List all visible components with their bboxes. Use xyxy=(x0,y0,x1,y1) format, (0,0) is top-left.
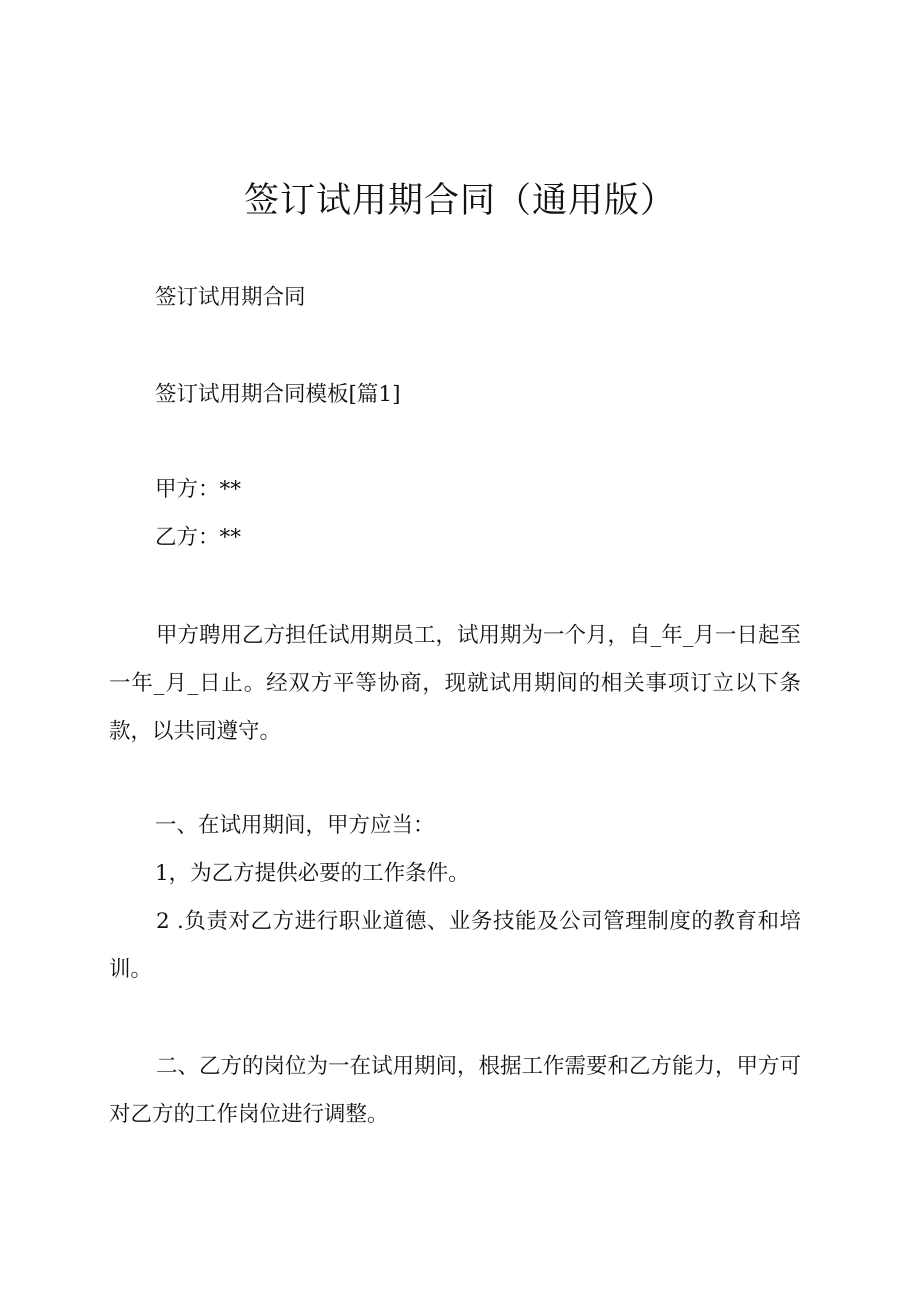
section-one-heading: 一、在试用期间，甲方应当： xyxy=(155,813,435,838)
template-heading: 签订试用期合同模板[篇1] xyxy=(155,382,401,407)
document-title: 签订试用期合同（通用版） xyxy=(243,181,676,221)
party-a: 甲方：** xyxy=(155,477,242,502)
party-b: 乙方：** xyxy=(155,525,242,550)
intro-paragraph: 甲方聘用乙方担任试用期员工，试用期为一个月，自_年_月一日起至一年_月_日止。经双方平等协商，现就试用期间的相关事项订立以下条款，以共同遵守。 xyxy=(109,623,802,744)
document-subtitle: 签订试用期合同 xyxy=(155,285,306,310)
section-one-item-2: 2 .负责对乙方进行职业道德、业务技能及公司管理制度的教育和培训。 xyxy=(109,909,801,982)
section-one-item-1: 1，为乙方提供必要的工作条件。 xyxy=(155,861,470,886)
section-two-paragraph: 二、乙方的岗位为一在试用期间，根据工作需要和乙方能力，甲方可对乙方的工作岗位进行调整。 xyxy=(109,1054,802,1127)
